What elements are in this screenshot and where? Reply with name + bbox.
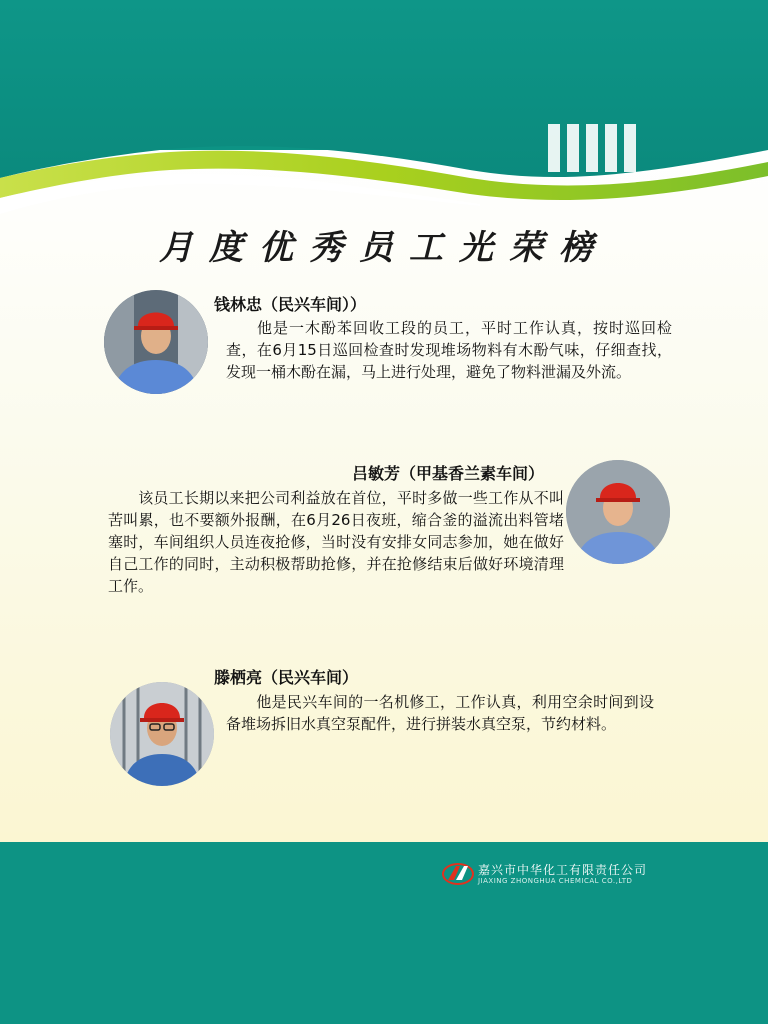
company-logo <box>442 860 647 888</box>
employee-description: 他是一木酚苯回收工段的员工，平时工作认真，按时巡回检查，在6月15日巡回检查时发现堆场物料有木酚气味，仔细查找，发现一桶木酚在漏，马上进行处理，避免了物料泄漏及外流。 <box>226 319 672 381</box>
employee-name: 吕敏芳（甲基香兰素车间） <box>352 464 545 483</box>
employee-description: 该员工长期以来把公司利益放在首位，平时多做一些工作从不叫苦叫累，也不要额外报酬，在6月26日夜班，缩合釜的溢流出料管堵塞时，车间组织人员连夜抢修，当时没有安排女同志参加，她在做好自己工作的同时，主动积极帮助抢修，并在抢修结束后做好环境清理工作。 <box>108 489 564 595</box>
employee-photo <box>566 460 670 564</box>
employee-name: 滕栖亮（民兴车间） <box>214 668 359 687</box>
employee-photo <box>104 290 208 394</box>
company-name-en: JIAXING ZHONGHUA CHEMICAL CO.,LTD <box>478 876 633 885</box>
employee-name: 钱林忠（民兴车间）） <box>214 295 367 314</box>
header-wave-decoration <box>0 0 768 240</box>
portrait-man-red-helmet-icon <box>104 290 208 394</box>
employee-photo <box>110 682 214 786</box>
header-stripes-decoration <box>548 124 652 172</box>
page-title: 月度优秀员工光荣榜 <box>159 228 609 268</box>
portrait-woman-red-helmet-icon <box>566 460 670 564</box>
portrait-man-glasses-red-helmet-icon <box>110 682 214 786</box>
zhonghua-logo-icon <box>442 862 474 886</box>
employee-description: 他是民兴车间的一名机修工，工作认真，利用空余时间到设备堆场拆旧水真空泵配件，进行拼装水真空泵，节约材料。 <box>226 693 654 733</box>
company-name: 嘉兴市中华化工有限责任公司 <box>478 862 648 877</box>
